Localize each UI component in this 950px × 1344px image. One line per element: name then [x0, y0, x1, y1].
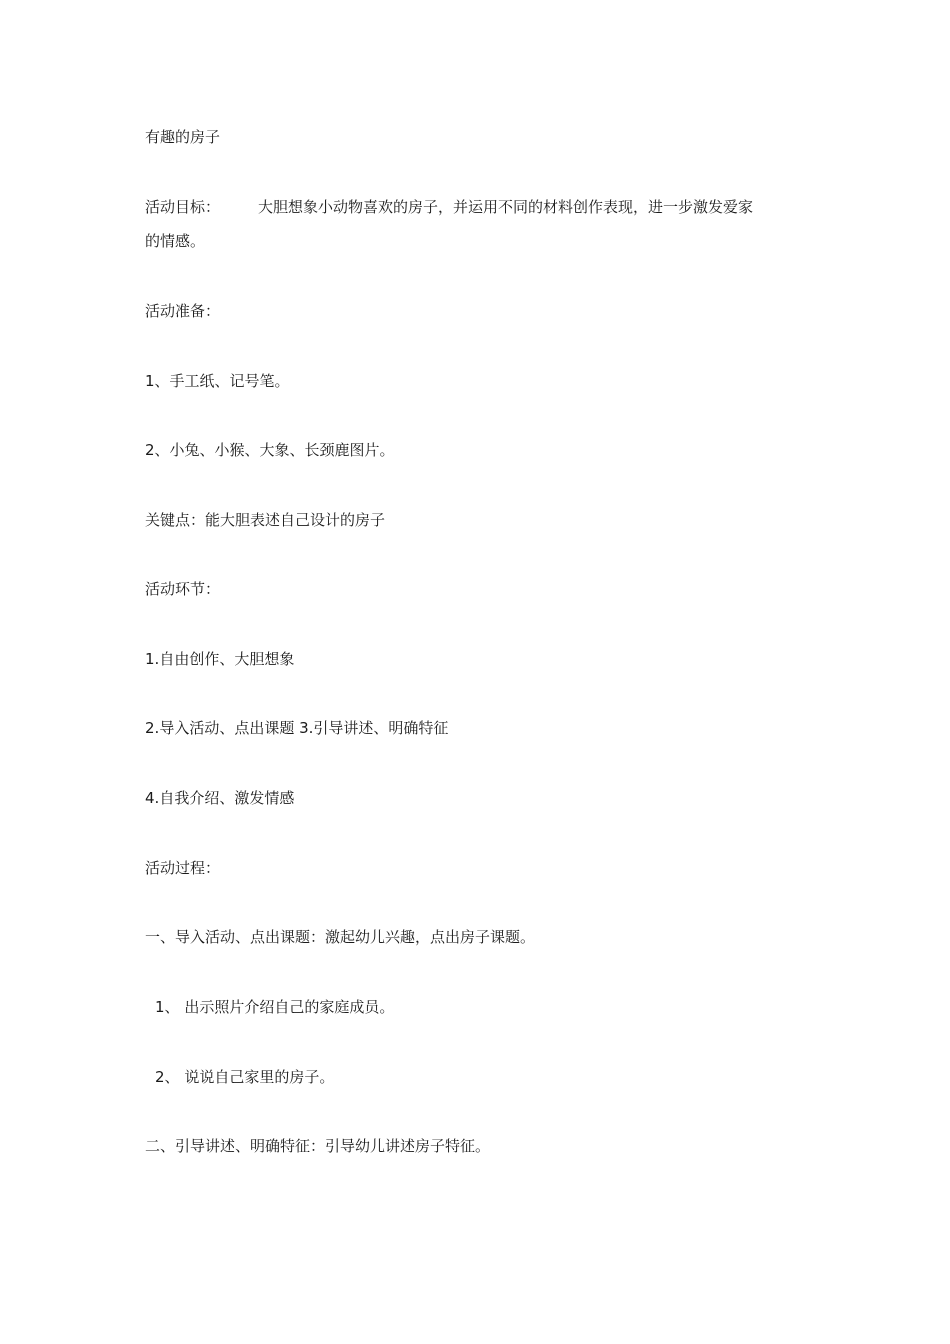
part1-item-text: 、 出示照片介绍自己的家庭成员。 — [164, 998, 395, 1016]
prep-item-text: 、手工纸、记号笔。 — [154, 372, 290, 390]
step-item — [145, 649, 294, 669]
part1-item — [155, 997, 394, 1017]
key-point: 关键点：能大胆表述自己设计的房子 — [145, 511, 386, 529]
goal-line-1 — [145, 197, 753, 217]
step-number: 3. — [299, 719, 314, 737]
prep-item — [145, 440, 395, 460]
part2-heading: 二、引导讲述、明确特征：引导幼儿讲述房子特征。 — [145, 1137, 491, 1155]
goal-text-1: 大胆想象小动物喜欢的房子，并运用不同的材料创作表现，进一步激发爱家 — [258, 198, 754, 216]
step-text: 引导讲述、明确特征 — [313, 719, 449, 737]
step-text: 自我介绍、激发情感 — [159, 789, 295, 807]
step-number: 2. — [145, 719, 160, 737]
step-text: 自由创作、大胆想象 — [159, 650, 295, 668]
prep-item — [145, 371, 290, 391]
prep-item-number: 1 — [145, 372, 155, 390]
part1-item-number: 1 — [155, 998, 165, 1016]
step-number: 1. — [145, 650, 160, 668]
goal-line-2: 的情感。 — [145, 232, 206, 250]
prep-label: 活动准备： — [145, 302, 221, 320]
prep-item-number: 2 — [145, 441, 155, 459]
step-item — [145, 718, 448, 738]
steps-label: 活动环节： — [145, 580, 221, 598]
step-text: 导入活动、点出课题 — [159, 719, 300, 737]
step-item — [145, 788, 294, 808]
step-number: 4. — [145, 789, 160, 807]
part1-item — [155, 1067, 334, 1087]
process-label: 活动过程： — [145, 859, 221, 877]
document-title: 有趣的房子 — [145, 128, 221, 146]
goal-label: 活动目标： — [145, 198, 221, 216]
part1-item-number: 2 — [155, 1068, 165, 1086]
part1-heading: 一、导入活动、点出课题：激起幼儿兴趣，点出房子课题。 — [145, 928, 536, 946]
prep-item-text: 、小兔、小猴、大象、长颈鹿图片。 — [154, 441, 395, 459]
part1-item-text: 、 说说自己家里的房子。 — [164, 1068, 335, 1086]
